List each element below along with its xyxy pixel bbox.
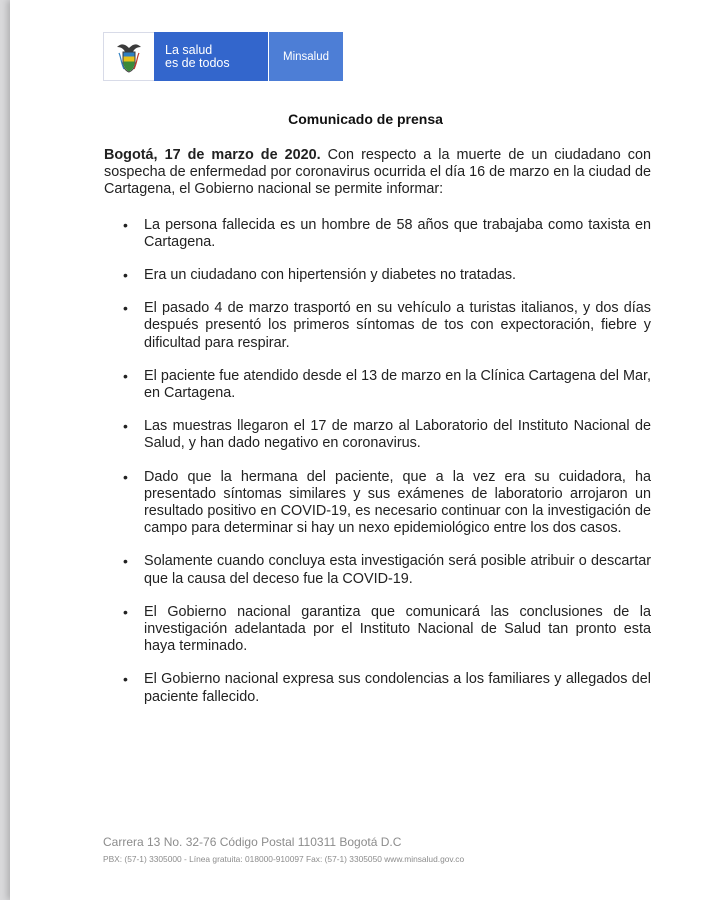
document-body: [104, 147, 651, 722]
list-item: [104, 553, 651, 587]
logo-slogan: [154, 32, 268, 81]
bullet-icon: •: [123, 267, 128, 284]
bullet-list: [104, 217, 651, 706]
bullet-icon: •: [123, 367, 128, 384]
list-item-text: El Gobierno nacional garantiza que comunicará las conclusiones de la investigación adelantada por el Instituto Nacional de Salud tan pronto esta haya terminado.: [144, 603, 651, 655]
list-item: [104, 671, 651, 705]
list-item-text: Las muestras llegaron el 17 de marzo al Laboratorio del Instituto Nacional de Salud, y han dado negativo en coronavirus.: [144, 418, 651, 452]
list-item: [104, 368, 651, 402]
list-item: [104, 469, 651, 538]
logo-slogan-line2: es de todos: [165, 55, 230, 70]
bullet-icon: •: [123, 300, 128, 317]
bullet-icon: •: [123, 603, 128, 620]
list-item-text: El Gobierno nacional expresa sus condolencias a los familiares y allegados del paciente fallecido.: [144, 671, 651, 705]
list-item: [104, 604, 651, 656]
coat-of-arms-icon: [103, 32, 154, 81]
list-item-text: Solamente cuando concluya esta investigación será posible atribuir o descartar que la causa del deceso fue la COVID-19.: [144, 553, 651, 587]
list-item: [104, 300, 651, 352]
page-title: Comunicado de prensa: [288, 111, 443, 127]
list-item: [104, 217, 651, 251]
document-page: [10, 0, 721, 900]
list-item-text: La persona fallecida es un hombre de 58 años que trabajaba como taxista en Cartagena.: [144, 216, 651, 250]
list-item: [104, 418, 651, 452]
logo-ministry: Minsalud: [269, 32, 343, 81]
footer-contact: PBX: (57-1) 3305000 - Línea gratuita: 018000-910097 Fax: (57-1) 3305050 www.minsalud.gov.co: [103, 854, 465, 864]
bullet-icon: •: [123, 671, 128, 688]
list-item: [104, 267, 651, 284]
bullet-icon: •: [123, 418, 128, 435]
minsalud-logo: [103, 32, 343, 81]
dateline: Bogotá, 17 de marzo de 2020.: [104, 147, 321, 163]
list-item-text: Dado que la hermana del paciente, que a la vez era su cuidadora, ha presentado síntomas similares y sus exámenes de laboratorio arrojaron un resultado positivo en COVID-19, es necesario continuar con la investigación de campo para determinar si hay un nexo epidemiológico entre los dos casos.: [144, 468, 651, 537]
bullet-icon: •: [123, 216, 128, 233]
bullet-icon: •: [123, 553, 128, 570]
page-footer: [103, 835, 464, 864]
bullet-icon: •: [123, 468, 128, 485]
intro-text: Con respecto a la muerte de un ciudadano con sospecha de enfermedad por coronavirus ocurrida el día 16 de marzo en la ciudad de Cartagena, el Gobierno nacional se permite informar:: [104, 147, 652, 198]
list-item-text: El pasado 4 de marzo trasportó en su vehículo a turistas italianos, y dos días después presentó los primeros síntomas de tos con expectoración, fiebre y dificultad para respirar.: [144, 300, 651, 351]
list-item-text: Era un ciudadano con hipertensión y diabetes no tratadas.: [144, 267, 517, 284]
logo-slogan-line1: La salud: [165, 42, 213, 57]
footer-address: Carrera 13 No. 32-76 Código Postal 110311 Bogotá D.C: [103, 835, 402, 849]
intro-paragraph: [104, 147, 651, 199]
list-item-text: El paciente fue atendido desde el 13 de marzo en la Clínica Cartagena del Mar, en Cartagena.: [144, 367, 651, 402]
